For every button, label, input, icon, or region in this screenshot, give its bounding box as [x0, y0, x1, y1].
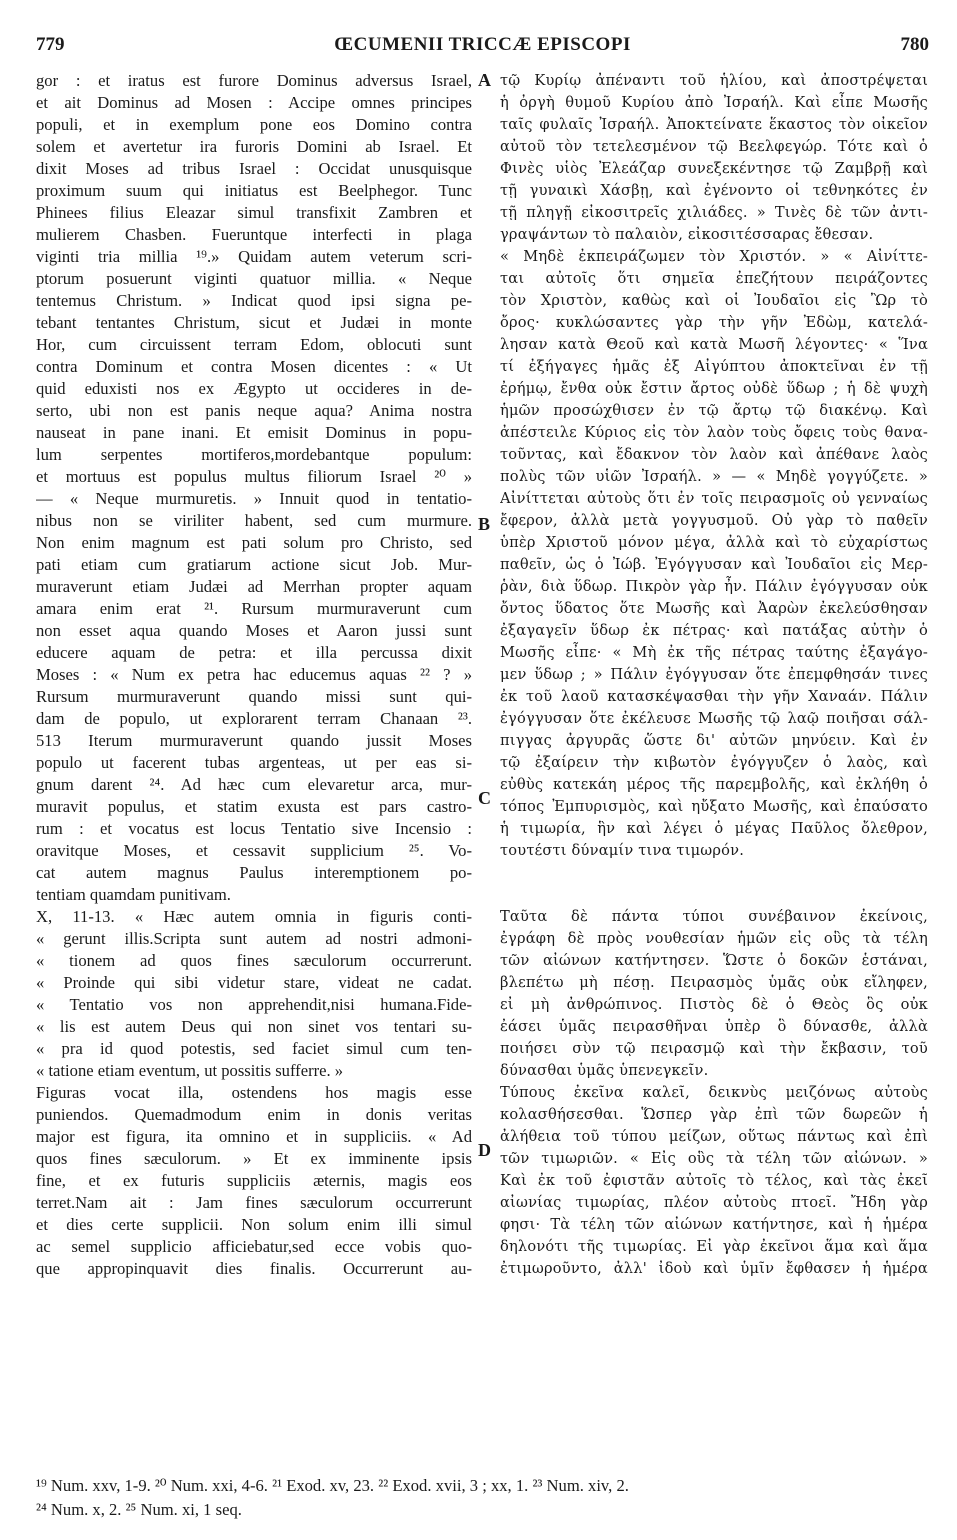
text-line: « lis est autem Deus qui non sinet vos tentari su-: [36, 1017, 472, 1036]
text-line: et mortuus est populus multus filiorum Israel ²⁰ »: [36, 467, 472, 486]
text-line: τῷ Κυρίῳ ἀπέναντι τοῦ ἡλίου, καὶ ἀποστρέψεται: [500, 72, 928, 89]
text-line: mulierem Chasben. Fueruntque interfecti in plaga: [36, 225, 472, 244]
text-line: solem et avertetur ira furoris Domini ab Israel. Et: [36, 137, 472, 156]
text-line: Καὶ ἐκ τοῦ ἐφιστᾶν αὐτοῖς τὸ τέλος, καὶ τὰς ἐκεῖ: [500, 1172, 928, 1189]
text-line: ac semel supplicio afficiebatur,sed ecce vobis quo-: [36, 1237, 472, 1256]
text-line: et ait Dominus ad Mosen : Accipe omnes principes: [36, 93, 472, 112]
text-line: παθεῖν, ὡς ὁ Ἰώβ. Ἐγόγγυσαν καὶ Ἰουδαῖοι εἰς Μερ-: [500, 556, 928, 573]
text-line: ἡ ὀργὴ θυμοῦ Κυρίου ἀπὸ Ἰσραήλ. Καὶ εἶπε Μωσῆς: [500, 94, 928, 111]
margin-marker-a: A: [478, 70, 491, 90]
text-line: educere aquam de petra: et illa percussa dixit: [36, 643, 472, 662]
text-line: tentiam quamdam punitivam.: [36, 885, 231, 904]
text-line: τουτέστι δύναμίν τινα τιμωρόν.: [500, 842, 745, 859]
text-line: pati etiam cum gratiarum actione sicut Job. Mur-: [36, 555, 472, 574]
text-line: αἰωνίας τιμωρίας, πλέον αὐτοὺς πτοεῖ. Ἤδη γὰρ: [500, 1194, 928, 1211]
text-line: ἔφερον, ἀλλὰ μετὰ γογγυσμοῦ. Οὐ γὰρ τὸ παθεῖν: [500, 512, 928, 529]
text-line: « gerunt illis.Scripta sunt autem ad nostri admoni-: [36, 929, 472, 948]
text-line: ἡμῶν προσώχθισεν ἐν τῷ ἄρτῳ τῷ διακένῳ. Καὶ: [500, 402, 928, 419]
footnote-line: ²⁴ Num. x, 2. ²⁵ Num. xi, 1 seq.: [36, 1500, 242, 1519]
text-line: muravit populus, et statim exusta est pars castro-: [36, 797, 472, 816]
text-line: ἐγόγγυσαν ὅτε ἐκέλευσε Μωσῆς τῷ λαῷ ποιῆσαι σάλ-: [500, 710, 928, 727]
text-line: εὐθὺς κατεκάη μέρος τῆς παρεμβολῆς, καὶ ἐκλήθη ὁ: [500, 776, 928, 793]
text-line: non esset aqua quando Moses et Aaron jussi sunt: [36, 621, 472, 640]
text-line: ἐάσει ὑμᾶς πειρασθῆναι ὑπὲρ ὃ δύνασθε, ἀλλὰ: [500, 1018, 928, 1035]
text-line: Hor, cum circuissent terram Edom, oblocuti sunt: [36, 335, 472, 354]
text-line: τῷ ἐξαίρειν τὴν κιβωτὸν ἐγόγγυζεν ὁ λαὸς, καὶ: [500, 754, 928, 771]
text-line: τί ἐξήγαγες ἡμᾶς ἐξ Αἰγύπτου ἀποκτεῖναι ἐν τῇ: [500, 358, 928, 375]
text-line: « tatione etiam eventum, ut possitis sufferre. »: [36, 1061, 344, 1080]
text-line: nauseat in pane inani. Et emisit Dominus in popu-: [36, 423, 472, 442]
text-line: Αἰνίττεται αὐτοὺς ὅτι ἐν τοῖς πειρασμοῖς οὐ γενναίως: [500, 490, 928, 507]
text-line: gor : et iratus est furore Dominus adversus Israel,: [36, 71, 472, 90]
text-line: « Tentatio vos non apprehendit,nisi humana.Fide-: [36, 995, 472, 1014]
text-line: dam de populo, ut explorarent terram Chanaan ²³.: [36, 709, 472, 728]
text-line: « Μηδὲ ἐκπειράζωμεν τὸν Χριστόν. » « Αἰνίττε-: [500, 248, 928, 265]
text-line: ἐκ τοῦ λαοῦ κατασκέψασθαι τὴν γῆν Χαναάν. Πάλιν: [500, 688, 928, 705]
text-line: ἐγράφη δὲ πρὸς νουθεσίαν ἡμῶν εἰς οὓς τὰ τέλη: [500, 930, 928, 947]
text-line: quos fines sæculorum. » Et ex imminente ipsis: [36, 1149, 472, 1168]
text-line: ἐξαγαγεῖν ὕδωρ ἐκ πέτρας· καὶ πατάξας αὐτὴν ὁ: [500, 622, 928, 639]
text-line: ἡ τιμωρία, ἣν καὶ λέγει ὁ μέγας Παῦλος ὄλεθρον,: [500, 820, 928, 837]
text-line: — « Neque murmuretis. » Innuit quod in tentatio-: [36, 489, 472, 508]
text-line: lum serpentes mortiferos,mordebantque populum:: [36, 445, 472, 464]
text-line: Non enim magnum est pati solum pro Christo, sed: [36, 533, 472, 552]
text-line: oravitque Moses, et cessavit supplicium ²⁵. Vo-: [36, 841, 472, 860]
text-line: πολὺς τῶν υἱῶν Ἰσραήλ. » — « Μηδὲ γογγύζετε. »: [500, 468, 928, 485]
footnotes: [36, 1474, 929, 1522]
text-line: ὄρος· κυκλώσαντες γὰρ τὴν γῆν Ἐδὼμ, κατελά-: [500, 314, 928, 331]
text-line: quid eduxisti nos ex Ægypto ut occideres in de-: [36, 379, 472, 398]
text-line: βλεπέτω μὴ πέσῃ. Πειρασμὸς ὑμᾶς οὐκ εἴληφεν,: [500, 974, 928, 991]
text-line: γραψάντων τὸ παλαιὸν, εἰκοσιτέσσαρας ἔθεσαν.: [500, 226, 874, 243]
text-line: Phinees filius Eleazar simul transfixit Zambren et: [36, 203, 472, 222]
text-line: ποιήσει σὺν τῷ πειρασμῷ καὶ τὴν ἔκβασιν, τοῦ: [500, 1040, 928, 1057]
text-line: τὸν Χριστὸν, καθὼς καὶ οἱ Ἰουδαῖοι εἰς Ὢρ τὸ: [500, 292, 928, 309]
text-line: Μωσῆς εἶπε· « Μὴ ἐκ τῆς πέτρας ταύτης ἐξαγάγο-: [500, 644, 928, 661]
text-line: τῇ πληγῇ εἰκοσιτρεῖς χιλιάδες. » Τινὲς δὲ τῶν ἀντι-: [500, 204, 928, 221]
text-line: nibus non se viriliter habent, sed cum murmure.: [36, 511, 472, 530]
text-line: « pra id quod potestis, sed faciet simul cum ten-: [36, 1039, 472, 1058]
text-line: ἐτιμωροῦντο, ἀλλ' ἰδοὺ καὶ ὑμῖν ἔφθασεν ἡ ἡμέρα: [500, 1260, 928, 1277]
text-line: gnum darent ²⁴. Ad hæc cum elevaretur arca, mur-: [36, 775, 472, 794]
text-line: ἀπέστειλε Κύριος εἰς τὸν λαὸν τοὺς ὄφεις τοὺς θανα-: [500, 424, 928, 441]
page-number-left: 779: [36, 34, 65, 55]
text-line: ταῖς φυλαῖς Ἰσραήλ. Ἀποκτείνατε ἕκαστος τὸν οἰκεῖον: [500, 116, 928, 133]
text-line: τῶν τιμωριῶν. « Εἰς οὓς τὰ τέλη τῶν αἰώνων. »: [500, 1150, 928, 1167]
text-line: fine, et ex futuris suppliciis æternis, magis eos: [36, 1171, 472, 1190]
text-line: ὑπὲρ Χριστοῦ μόνον μέγα, ἀλλὰ καὶ τὸ εὐχαρίστως: [500, 534, 928, 551]
margin-marker-c: C: [478, 788, 491, 808]
text-line: major est figura, ita omnino et in suppliciis. « Ad: [36, 1127, 472, 1146]
text-line: Moses : « Num ex petra hac educemus aquas ²² ? »: [36, 665, 472, 684]
text-line: τοῦντας, καὶ ἔδακνον τὸν λαὸν καὶ ἀπέθανε λαὸς: [500, 446, 928, 463]
text-line: δύνασθαι ὑμᾶς ὑπενεγκεῖν.: [500, 1062, 709, 1079]
text-line: viginti tria millia ¹⁹.» Quidam autem veterum scri-: [36, 247, 472, 266]
text-line: dixit Moses ad tribus Israel : Occidat unusquisque: [36, 159, 472, 178]
text-line: λησαν κατὰ Θεοῦ καὶ κατὰ Μωσῆ λέγοντες· « Ἵνα: [500, 336, 928, 353]
text-line: cat autem magnus Paulus interemptionem po-: [36, 863, 472, 882]
margin-marker-d: D: [478, 1140, 491, 1160]
text-line: muraverunt etiam Judæi ad Merrhan propter aquam: [36, 577, 472, 596]
text-line: Φινὲς υἱὸς Ἐλεάζαρ συνεξεκέντησε τῷ Ζαμβρῇ καὶ: [500, 160, 928, 177]
text-line: puniendos. Quemadmodum enim in donis veritas: [36, 1105, 472, 1124]
text-line: amara enim erat ²¹. Rursum murmuraverunt cum: [36, 599, 472, 618]
text-line: contra Dominum et contra Mosen dicentes : « Ut: [36, 357, 472, 376]
text-line: Rursum murmuraverunt quando missi sunt qui-: [36, 687, 472, 706]
text-line: φησι· Τὰ τέλη τῶν αἰώνων κατήντησε, καὶ ἡ ἡμέρα: [500, 1216, 928, 1233]
text-line: « Proinde qui sibi videtur stare, videat ne cadat.: [36, 973, 472, 992]
text-line: τῇ γυναικὶ Χάσβῃ, καὶ ἐγένοντο οἱ τεθνηκότες ἐν: [500, 182, 928, 199]
text-line: et dies certe supplicii. Non solum enim illi simul: [36, 1215, 472, 1234]
text-line: ῥὰν, διὰ ὕδωρ. Πικρὸν γὰρ ἦν. Πάλιν ἐγόγγυσαν οὐκ: [500, 578, 928, 595]
footnote-line: ¹⁹ Num. xxv, 1-9. ²⁰ Num. xxi, 4-6. ²¹ Exod. xv, 23. ²² Exod. xvii, 3 ; xx, 1. ²³ Num. xiv, 2.: [36, 1476, 629, 1495]
text-line: τῶν αἰώνων κατήντησεν. Ὥστε ὁ δοκῶν ἑστάναι,: [500, 952, 928, 969]
text-line: μεν ὕδωρ ; » Πάλιν ἐγόγγυσαν ὅτε ἐπεμφθησάν τινες: [500, 666, 928, 683]
section-gap: [500, 862, 928, 906]
running-title: ŒCUMENII TRICCÆ EPISCOPI: [334, 34, 631, 55]
text-line: ptorum posuerunt viginti quatuor millia. « Neque: [36, 269, 472, 288]
text-line: δηλονότι τῆς τιμωρίας. Εἰ γὰρ ἐκεῖνοι ἅμα καὶ ἅμα: [500, 1238, 928, 1255]
text-line: Τύπους ἐκεῖνα καλεῖ, δεικνὺς μειζόνως αὐτοὺς: [500, 1084, 928, 1101]
text-line: ἐρήμῳ, ἔνθα οὐκ ἔστιν ἄρτος οὐδὲ ὕδωρ ; ἡ δὲ ψυχὴ: [500, 380, 928, 397]
greek-column: [500, 70, 928, 1280]
text-line: Figuras vocat illa, ostendens hos magis esse: [36, 1083, 472, 1102]
text-line: que appropinquavit dies finalis. Occurrerunt au-: [36, 1259, 472, 1278]
text-line: 513 Iterum murmuraverunt quando jussit Moses: [36, 731, 472, 750]
page-number-right: 780: [900, 34, 929, 55]
text-line: πιγγας ἀργυρᾶς ὥστε δι' αὐτῶν μηνύειν. Καὶ ἐν: [500, 732, 928, 749]
text-line: tentemus Christum. » Indicat quod ipsi signa pe-: [36, 291, 472, 310]
page-header: [36, 34, 929, 58]
text-line: rum : et vocatus est locus Tentatio sive Incensio :: [36, 819, 472, 838]
text-line: ὄντος ὕδατος ὅτε Μωσῆς καὶ Ἀαρὼν ἐκελεύσθησαν: [500, 600, 928, 617]
text-line: ἀλήθεια τοῦ τύπου μείζων, οὕτως πάντως καὶ ἐπὶ: [500, 1128, 928, 1145]
latin-column: [36, 70, 472, 1280]
text-line: Ταῦτα δὲ πάντα τύποι συνέβαινον ἐκείνοις,: [500, 908, 928, 925]
text-line: terret.Nam ait : Jam fines sæculorum occurrerunt: [36, 1193, 472, 1212]
text-line: ται αὐτοῖς ὅτι σημεῖα ἐπεζήτουν πειράζοντες: [500, 270, 928, 287]
text-line: εἰ μὴ ἀνθρώπινος. Πιστὸς δὲ ὁ Θεὸς ὃς οὐκ: [500, 996, 928, 1013]
text-line: αὐτοῦ τὸν τετελεσμένον τῷ Βεελφεγώρ. Τότε καὶ ὁ: [500, 138, 928, 155]
margin-marker-b: B: [478, 514, 491, 534]
text-line: populo ut facerent tubas argenteas, ut per eas si-: [36, 753, 472, 772]
text-line: τόπος Ἐμπυρισμὸς, καὶ ηὔξατο Μωσῆς, καὶ ἐπαύσατο: [500, 798, 928, 815]
text-line: proximum suum qui initiatus est Beelphegor. Tunc: [36, 181, 472, 200]
text-line: κολασθήσεσθαι. Ὥσπερ γὰρ ἐπὶ τῶν δωρεῶν ἡ: [500, 1106, 928, 1123]
text-line: « tionem ad quos fines sæculorum occurrerunt.: [36, 951, 472, 970]
text-line: X, 11-13. « Hæc autem omnia in figuris conti-: [36, 907, 472, 926]
text-line: tebant tentantes Christum, sicut et Judæi in monte: [36, 313, 472, 332]
text-line: populi, et in exemplum pone eos Domino contra: [36, 115, 472, 134]
text-line: serto, ubi non est panis neque aqua? Anima nostra: [36, 401, 472, 420]
